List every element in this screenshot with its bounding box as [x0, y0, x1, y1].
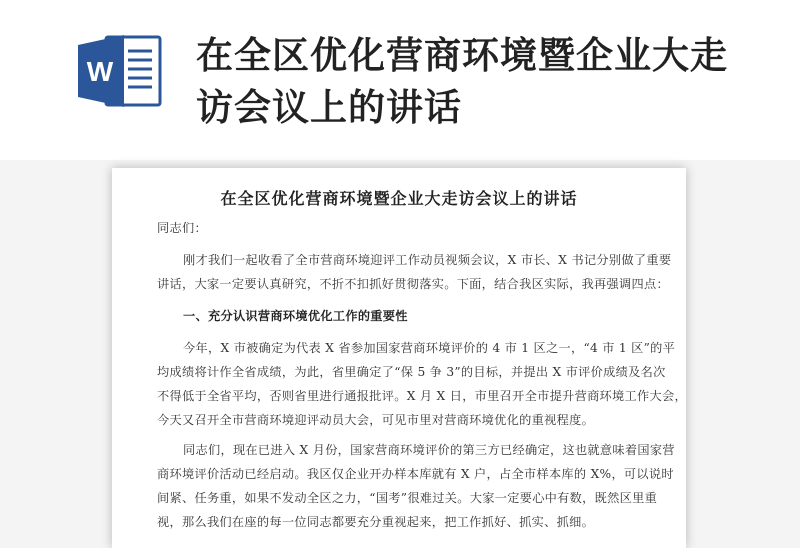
paragraph-2	[157, 336, 687, 432]
paragraph-line: 讲话，大家一定要认真研究，不折不扣抓好贯彻落实。下面，结合我区实际，我再强调四点：	[157, 277, 669, 291]
paragraph-3	[157, 438, 675, 534]
paragraph-line: 视，那么我们在座的每一位同志都要充分重视起来，把工作抓好、抓实、抓细。	[157, 515, 595, 529]
salutation-text: 同志们：	[157, 221, 207, 235]
document-title: 在全区优化营商环境暨企业大走访会议上的讲话	[220, 189, 578, 208]
page-title	[196, 30, 756, 134]
document-page	[112, 168, 686, 548]
word-icon-letter: W	[86, 56, 114, 87]
paragraph-line: 商环境评价活动已经启动。我区仅企业开办样本库就有 X 户，占全市样本库的 X%，可以说时	[157, 467, 674, 481]
word-document-icon[interactable]	[78, 33, 164, 109]
header-banner	[0, 0, 800, 160]
paragraph-line: 均成绩将计作全省成绩，为此，省里确定了“保 5 争 3”的目标，并提出 X 市评价成绩及名次	[157, 365, 666, 379]
paragraph-line: 不得低于全省平均，否则省里进行通报批评。X 月 X 日，市里召开全市提升营商环境工作大会，	[157, 389, 687, 403]
salutation	[157, 216, 649, 240]
page-title-line-2: 访会议上的讲话	[196, 86, 462, 129]
paragraph-line: 间紧、任务重，如果不发动全区之力，“国考”很难过关。大家一定要心中有数，既然区里重	[157, 491, 658, 505]
paragraph-line: 同志们，现在已进入 X 月份，国家营商环境评价的第三方已经确定，这也就意味着国家营	[183, 443, 675, 457]
paragraph-line: 今年，X 市被确定为代表 X 省参加国家营商环境评价的 4 市 1 区之一，“4 市 1 区”的平	[183, 341, 676, 355]
paragraph-line: 今天又召开全市营商环境迎评动员大会，可见市里对营商环境优化的重视程度。	[157, 413, 595, 427]
section-heading-1	[157, 304, 649, 328]
paragraph-1	[157, 248, 672, 296]
paragraph-line: 刚才我们一起收看了全市营商环境迎评工作动员视频会议，X 市长、X 书记分别做了重要	[183, 253, 672, 267]
section-heading-text: 一、充分认识营商环境优化工作的重要性	[183, 309, 408, 323]
page-title-line-1: 在全区优化营商环境暨企业大走	[196, 34, 728, 77]
